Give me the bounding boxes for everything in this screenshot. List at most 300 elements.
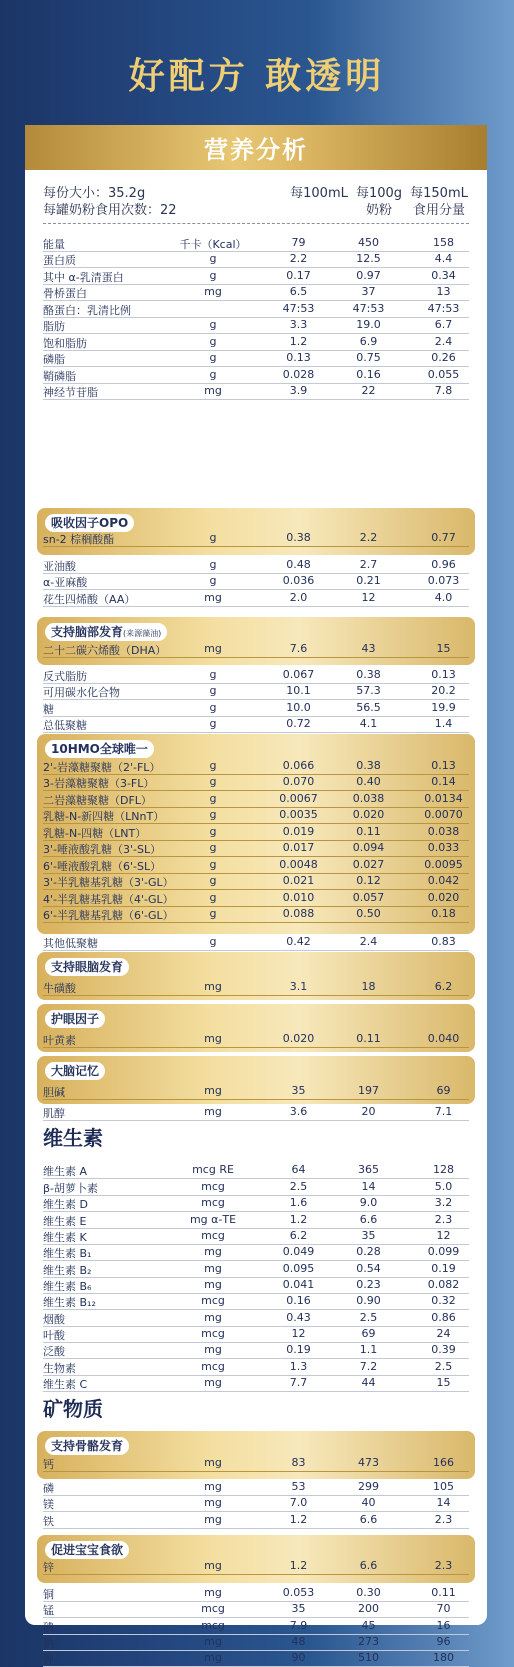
nutrient-name: 铁 <box>43 1515 54 1528</box>
value-per-100g: 365 <box>358 1163 379 1176</box>
nutrient-name: 磷 <box>43 1482 54 1495</box>
nutrient-unit: mg <box>204 1262 222 1275</box>
section-pill-hmo: 10HMO全球唯一 <box>45 740 154 758</box>
value-per-100ml: 0.021 <box>282 874 315 887</box>
nutrient-name: 可用碳水化合物 <box>43 686 120 699</box>
value-per-100ml: 0.38 <box>286 531 311 544</box>
value-per-100g: 0.38 <box>356 668 381 681</box>
nutrient-row <box>43 1162 469 1179</box>
value-per-100g: 40 <box>361 1496 376 1509</box>
nutrient-name: sn-2 棕榈酸酯 <box>43 533 115 546</box>
nutrient-name: 神经节苷脂 <box>43 386 98 399</box>
value-per-100g: 450 <box>358 236 379 249</box>
nutrient-name: 钙 <box>43 1458 54 1471</box>
nutrient-unit: g <box>209 935 217 948</box>
value-per-100ml: 0.036 <box>282 574 315 587</box>
nutrient-row <box>43 1342 469 1359</box>
nutrient-unit: g <box>209 825 217 838</box>
value-per-100ml: 3.3 <box>289 318 308 331</box>
value-per-150ml: 1.4 <box>434 717 453 730</box>
value-per-100g: 0.16 <box>356 368 381 381</box>
nutrient-name: 反式脂肪 <box>43 670 87 683</box>
value-per-100ml: 0.066 <box>282 759 315 772</box>
nutrient-unit: mcg <box>201 1360 225 1373</box>
nutrient-row <box>43 700 469 717</box>
nutrient-name: 总低聚糖 <box>43 719 87 732</box>
card-title: 营养分析 <box>25 125 487 170</box>
value-per-100ml: 0.42 <box>286 935 311 948</box>
value-per-100ml: 12 <box>291 1327 306 1340</box>
value-per-150ml: 180 <box>433 1651 454 1664</box>
nutrient-name: 3'-唾液酸乳糖（3'-SL） <box>43 843 162 856</box>
divider <box>43 223 469 224</box>
value-per-150ml: 0.83 <box>431 935 456 948</box>
value-per-150ml: 47:53 <box>427 302 460 315</box>
value-per-150ml: 0.13 <box>431 759 456 772</box>
value-per-100ml: 1.2 <box>289 335 308 348</box>
nutrient-unit: g <box>209 684 217 697</box>
nutrient-row <box>43 1601 469 1618</box>
value-per-100g: 7.2 <box>359 1360 378 1373</box>
nutrient-row <box>43 1455 469 1472</box>
nutrient-row <box>43 1179 469 1196</box>
nutrient-row <box>43 334 469 351</box>
nutrient-row <box>43 873 469 890</box>
nutrient-name: 钠 <box>43 1637 54 1650</box>
nutrient-unit: g <box>209 318 217 331</box>
nutrient-name: 4'-半乳糖基乳糖（4'-GL） <box>43 893 174 906</box>
nutrient-row <box>43 235 469 252</box>
nutrient-row <box>43 301 469 318</box>
nutrient-row <box>43 934 469 951</box>
value-per-150ml: 0.32 <box>431 1294 456 1307</box>
nutrient-name: 钾 <box>43 1653 54 1666</box>
value-per-100ml: 0.020 <box>282 1032 315 1045</box>
nutrient-unit: mcg <box>201 1619 225 1632</box>
value-per-100ml: 2.5 <box>289 1180 308 1193</box>
value-per-100g: 0.54 <box>356 1262 381 1275</box>
col-header-150ml: 每150mL <box>410 186 468 201</box>
section-pill-eye-brain: 支持眼脑发育 <box>45 958 129 976</box>
value-per-100ml: 0.017 <box>282 841 315 854</box>
nutrient-unit: g <box>209 841 217 854</box>
value-per-100ml: 0.16 <box>286 1294 311 1307</box>
nutrient-row <box>43 1104 469 1121</box>
value-per-150ml: 0.042 <box>427 874 460 887</box>
nutrient-row <box>43 1618 469 1635</box>
value-per-150ml: 20.2 <box>431 684 456 697</box>
nutrient-row <box>43 1634 469 1651</box>
value-per-100ml: 3.6 <box>289 1105 308 1118</box>
value-per-100ml: 2.0 <box>289 591 308 604</box>
value-per-100ml: 0.0035 <box>279 808 318 821</box>
value-per-150ml: 0.0134 <box>424 792 463 805</box>
nutrient-row <box>43 590 469 607</box>
nutrient-unit: mcg <box>201 1229 225 1242</box>
nutrient-row <box>43 1031 469 1048</box>
value-per-100ml: 1.2 <box>289 1213 308 1226</box>
nutrient-row <box>43 683 469 700</box>
nutrient-name: 其他低聚糖 <box>43 937 98 950</box>
value-per-100g: 473 <box>358 1456 379 1469</box>
value-per-100ml: 7.0 <box>289 1496 308 1509</box>
section-pill-bone: 支持骨骼发育 <box>45 1437 129 1455</box>
nutrient-name: 亚油酸 <box>43 560 76 573</box>
nutrient-row <box>43 1512 469 1529</box>
value-per-100g: 37 <box>361 285 376 298</box>
value-per-100g: 273 <box>358 1635 379 1648</box>
value-per-150ml: 0.055 <box>427 368 460 381</box>
nutrient-row <box>43 251 469 268</box>
nutrient-unit: mg <box>204 1245 222 1258</box>
section-pill-eye: 护眼因子 <box>45 1010 105 1028</box>
value-per-100g: 0.30 <box>356 1586 381 1599</box>
nutrient-unit: mcg <box>201 1196 225 1209</box>
value-per-100ml: 7.7 <box>289 1376 308 1389</box>
value-per-100g: 197 <box>358 1084 379 1097</box>
nutrient-row <box>43 667 469 684</box>
nutrient-name: 烟酸 <box>43 1313 65 1326</box>
value-per-150ml: 2.3 <box>434 1559 453 1572</box>
value-per-150ml: 5.0 <box>434 1180 453 1193</box>
value-per-100g: 4.1 <box>359 717 378 730</box>
value-per-100g: 1.1 <box>359 1343 378 1356</box>
value-per-150ml: 0.77 <box>431 531 456 544</box>
section-pill-appetite: 促进宝宝食欲 <box>45 1541 129 1559</box>
nutrient-unit: g <box>209 792 217 805</box>
value-per-100g: 510 <box>358 1651 379 1664</box>
nutrient-name: 胆碱 <box>43 1086 65 1099</box>
nutrient-row <box>43 1261 469 1278</box>
nutrient-name: 其中 α-乳清蛋白 <box>43 271 124 284</box>
serving-size: 每份大小：35.2g <box>43 186 146 201</box>
section-title-vitamins: 维生素 <box>43 1126 103 1150</box>
nutrient-name: 泛酸 <box>43 1345 65 1358</box>
nutrient-unit: mcg <box>201 1294 225 1307</box>
nutrient-row <box>43 1326 469 1343</box>
nutrient-unit: mg <box>204 1343 222 1356</box>
nutrient-unit: mg <box>204 980 222 993</box>
value-per-100ml: 0.010 <box>282 891 315 904</box>
value-per-100g: 47:53 <box>352 302 385 315</box>
nutrient-name: 脂肪 <box>43 320 65 333</box>
value-per-100ml: 1.3 <box>289 1360 308 1373</box>
nutrient-name: 维生素 C <box>43 1378 88 1391</box>
nutrient-unit: mcg RE <box>192 1163 234 1176</box>
value-per-150ml: 0.86 <box>431 1311 456 1324</box>
nutrient-row <box>43 350 469 367</box>
value-per-150ml: 14 <box>436 1496 451 1509</box>
value-per-100ml: 90 <box>291 1651 306 1664</box>
value-per-100ml: 0.028 <box>282 368 315 381</box>
nutrient-name: 骨桥蛋白 <box>43 287 87 300</box>
nutrient-row <box>43 1244 469 1261</box>
value-per-100ml: 0.17 <box>286 269 311 282</box>
value-per-150ml: 69 <box>436 1084 451 1097</box>
nutrient-row <box>43 1585 469 1602</box>
value-per-100ml: 1.2 <box>289 1513 308 1526</box>
value-per-150ml: 0.020 <box>427 891 460 904</box>
nutrient-unit: g <box>209 335 217 348</box>
value-per-100ml: 0.72 <box>286 717 311 730</box>
section-pill-brain-text: 支持脑部发育 <box>51 625 124 639</box>
value-per-100g: 0.50 <box>356 907 381 920</box>
value-per-100ml: 2.2 <box>289 252 308 265</box>
value-per-150ml: 15 <box>436 642 451 655</box>
col-header-100g: 每100g <box>355 186 403 201</box>
nutrient-row <box>43 530 469 547</box>
nutrient-row <box>43 807 469 824</box>
nutrient-unit: mg <box>204 642 222 655</box>
value-per-100g: 6.9 <box>359 335 378 348</box>
value-per-100ml: 83 <box>291 1456 306 1469</box>
serving-info <box>43 185 469 225</box>
section-pill-brain-note: (来源藻油) <box>123 629 162 638</box>
nutrient-unit: mg <box>204 384 222 397</box>
value-per-100ml: 7.9 <box>289 1619 308 1632</box>
nutrient-name: 锰 <box>43 1604 54 1617</box>
value-per-100g: 6.6 <box>359 1559 378 1572</box>
nutrient-name: 酪蛋白：乳清比例 <box>43 304 131 317</box>
nutrient-unit: g <box>209 668 217 681</box>
nutrient-name: 生物素 <box>43 1362 76 1375</box>
value-per-100ml: 48 <box>291 1635 306 1648</box>
value-per-100g: 0.75 <box>356 351 381 364</box>
nutrient-row <box>43 284 469 301</box>
value-per-150ml: 7.1 <box>434 1105 453 1118</box>
value-per-100g: 0.21 <box>356 574 381 587</box>
value-per-150ml: 4.0 <box>434 591 453 604</box>
value-per-150ml: 4.4 <box>434 252 453 265</box>
nutrient-row <box>43 857 469 874</box>
nutrient-name: 二岩藻糖聚糖（DFL） <box>43 794 152 807</box>
value-per-150ml: 0.040 <box>427 1032 460 1045</box>
value-per-100g: 57.3 <box>356 684 381 697</box>
value-per-150ml: 0.073 <box>427 574 460 587</box>
nutrient-row <box>43 317 469 334</box>
col-header-100ml: 每100mL <box>290 186 348 201</box>
nutrient-unit: g <box>209 717 217 730</box>
nutrient-row <box>43 1212 469 1229</box>
value-per-100ml: 7.6 <box>289 642 308 655</box>
nutrient-row <box>43 573 469 590</box>
value-per-100g: 43 <box>361 642 376 655</box>
value-per-100ml: 0.0048 <box>279 858 318 871</box>
nutrient-name: 碘 <box>43 1621 54 1634</box>
value-per-100ml: 10.0 <box>286 701 311 714</box>
section-pill-memory: 大脑记忆 <box>45 1062 105 1080</box>
value-per-100g: 69 <box>361 1327 376 1340</box>
nutrient-unit: mcg <box>201 1180 225 1193</box>
nutrient-name: 6'-唾液酸乳糖（6'-SL） <box>43 860 162 873</box>
nutrient-name: 鞘磷脂 <box>43 370 76 383</box>
value-per-100ml: 0.0067 <box>279 792 318 805</box>
value-per-100g: 0.28 <box>356 1245 381 1258</box>
nutrient-row <box>43 367 469 384</box>
value-per-150ml: 2.5 <box>434 1360 453 1373</box>
nutrient-name: 镁 <box>43 1498 54 1511</box>
nutrient-name: 叶黄素 <box>43 1034 76 1047</box>
nutrient-unit: mg <box>204 1496 222 1509</box>
value-per-100ml: 3.9 <box>289 384 308 397</box>
value-per-150ml: 0.11 <box>431 1586 456 1599</box>
nutrient-unit: mg <box>204 1559 222 1572</box>
value-per-100g: 19.0 <box>356 318 381 331</box>
nutrient-row <box>43 1083 469 1100</box>
nutrient-name: 磷脂 <box>43 353 65 366</box>
value-per-150ml: 0.39 <box>431 1343 456 1356</box>
value-per-100g: 22 <box>361 384 376 397</box>
value-per-150ml: 128 <box>433 1163 454 1176</box>
value-per-100g: 299 <box>358 1480 379 1493</box>
servings-per-can: 每罐奶粉食用次数：22 <box>43 203 177 218</box>
nutrient-unit: mg <box>204 1635 222 1648</box>
nutrient-name: 糖 <box>43 703 54 716</box>
nutrient-name: 维生素 B₁ <box>43 1247 92 1260</box>
column-headers <box>289 185 469 219</box>
value-per-150ml: 0.0070 <box>424 808 463 821</box>
nutrient-row <box>43 1495 469 1512</box>
value-per-100g: 0.23 <box>356 1278 381 1291</box>
value-per-150ml: 166 <box>433 1456 454 1469</box>
value-per-100ml: 35 <box>291 1602 306 1615</box>
value-per-100g: 6.6 <box>359 1213 378 1226</box>
nutrient-unit: mg <box>204 1105 222 1118</box>
value-per-100g: 0.020 <box>352 808 385 821</box>
value-per-150ml: 6.2 <box>434 980 453 993</box>
nutrient-row <box>43 1293 469 1310</box>
col-header-powder: 奶粉 <box>365 203 392 218</box>
value-per-150ml: 15 <box>436 1376 451 1389</box>
value-per-150ml: 12 <box>436 1229 451 1242</box>
nutrient-name: 饱和脂肪 <box>43 337 87 350</box>
value-per-150ml: 3.2 <box>434 1196 453 1209</box>
nutrient-row <box>43 1375 469 1392</box>
nutrient-row <box>43 791 469 808</box>
value-per-100g: 35 <box>361 1229 376 1242</box>
nutrient-unit: mcg <box>201 1602 225 1615</box>
nutrient-unit: g <box>209 558 217 571</box>
value-per-150ml: 96 <box>436 1635 451 1648</box>
nutrient-row <box>43 840 469 857</box>
nutrient-name: 维生素 D <box>43 1198 88 1211</box>
nutrient-name: 牛磺酸 <box>43 982 76 995</box>
nutrient-row <box>43 1479 469 1496</box>
nutrient-unit: g <box>209 775 217 788</box>
value-per-100g: 9.0 <box>359 1196 378 1209</box>
value-per-100g: 0.90 <box>356 1294 381 1307</box>
section-title-minerals: 矿物质 <box>43 1397 103 1421</box>
nutrient-name: 6'-半乳糖基乳糖（6'-GL） <box>43 909 174 922</box>
value-per-100g: 2.4 <box>359 935 378 948</box>
value-per-150ml: 2.4 <box>434 335 453 348</box>
value-per-100g: 0.057 <box>352 891 385 904</box>
value-per-150ml: 0.96 <box>431 558 456 571</box>
nutrient-name: 铜 <box>43 1588 54 1601</box>
nutrient-unit: mg <box>204 1084 222 1097</box>
value-per-150ml: 2.3 <box>434 1213 453 1226</box>
value-per-100ml: 79 <box>291 236 306 249</box>
nutrient-row <box>43 1310 469 1327</box>
nutrient-unit: mcg <box>201 1327 225 1340</box>
nutrient-unit: g <box>209 269 217 282</box>
nutrient-name: 2'-岩藻糖聚糖（2'-FL） <box>43 761 161 774</box>
nutrient-unit: mg <box>204 1586 222 1599</box>
nutrition-card <box>25 125 487 1666</box>
nutrient-row <box>43 383 469 400</box>
value-per-100g: 56.5 <box>356 701 381 714</box>
nutrient-unit: mg <box>204 1278 222 1291</box>
value-per-150ml: 13 <box>436 285 451 298</box>
nutrient-name: β-胡萝卜素 <box>43 1182 98 1195</box>
value-per-100ml: 1.6 <box>289 1196 308 1209</box>
nutrient-row <box>43 758 469 775</box>
value-per-100g: 0.027 <box>352 858 385 871</box>
nutrient-name: 维生素 K <box>43 1231 87 1244</box>
nutrient-unit: mg <box>204 285 222 298</box>
nutrient-row <box>43 641 469 658</box>
value-per-100g: 0.038 <box>352 792 385 805</box>
value-per-150ml: 0.18 <box>431 907 456 920</box>
nutrient-name: 维生素 A <box>43 1165 88 1178</box>
nutrient-name: 叶酸 <box>43 1329 65 1342</box>
nutrient-name: 3-岩藻糖聚糖（3-FL） <box>43 777 155 790</box>
value-per-150ml: 0.34 <box>431 269 456 282</box>
value-per-150ml: 19.9 <box>431 701 456 714</box>
value-per-100ml: 64 <box>291 1163 306 1176</box>
nutrient-unit: g <box>209 701 217 714</box>
value-per-100ml: 0.43 <box>286 1311 311 1324</box>
value-per-100g: 2.5 <box>359 1311 378 1324</box>
nutrient-row <box>43 716 469 733</box>
nutrient-unit: g <box>209 907 217 920</box>
value-per-100ml: 0.049 <box>282 1245 315 1258</box>
value-per-100g: 20 <box>361 1105 376 1118</box>
nutrient-unit: mg <box>204 1513 222 1526</box>
nutrient-row <box>43 1228 469 1245</box>
value-per-100ml: 0.070 <box>282 775 315 788</box>
value-per-100ml: 0.19 <box>286 1343 311 1356</box>
value-per-150ml: 0.033 <box>427 841 460 854</box>
nutrient-name: 蛋白质 <box>43 254 76 267</box>
value-per-100ml: 35 <box>291 1084 306 1097</box>
value-per-100g: 0.40 <box>356 775 381 788</box>
value-per-100g: 0.97 <box>356 269 381 282</box>
nutrient-row <box>43 906 469 923</box>
nutrient-name: 花生四烯酸（AA） <box>43 593 136 606</box>
nutrient-unit: mg <box>204 1480 222 1493</box>
value-per-150ml: 105 <box>433 1480 454 1493</box>
value-per-100g: 2.7 <box>359 558 378 571</box>
value-per-100g: 2.2 <box>359 531 378 544</box>
value-per-150ml: 158 <box>433 236 454 249</box>
nutrient-name: 乳糖-N-新四糖（LNnT） <box>43 810 165 823</box>
value-per-100ml: 0.041 <box>282 1278 315 1291</box>
value-per-100ml: 0.095 <box>282 1262 315 1275</box>
value-per-100ml: 47:53 <box>282 302 315 315</box>
nutrient-name: 维生素 B₂ <box>43 1264 92 1277</box>
value-per-100ml: 6.2 <box>289 1229 308 1242</box>
section-pill-brain <box>45 623 167 641</box>
nutrient-name: α-亚麻酸 <box>43 576 88 589</box>
nutrient-unit: g <box>209 891 217 904</box>
value-per-100ml: 53 <box>291 1480 306 1493</box>
nutrient-unit: 千卡（Kcal） <box>179 238 247 251</box>
value-per-100g: 45 <box>361 1619 376 1632</box>
nutrient-name: 能量 <box>43 238 65 251</box>
nutrient-unit: mg <box>204 1456 222 1469</box>
value-per-100ml: 0.067 <box>282 668 315 681</box>
